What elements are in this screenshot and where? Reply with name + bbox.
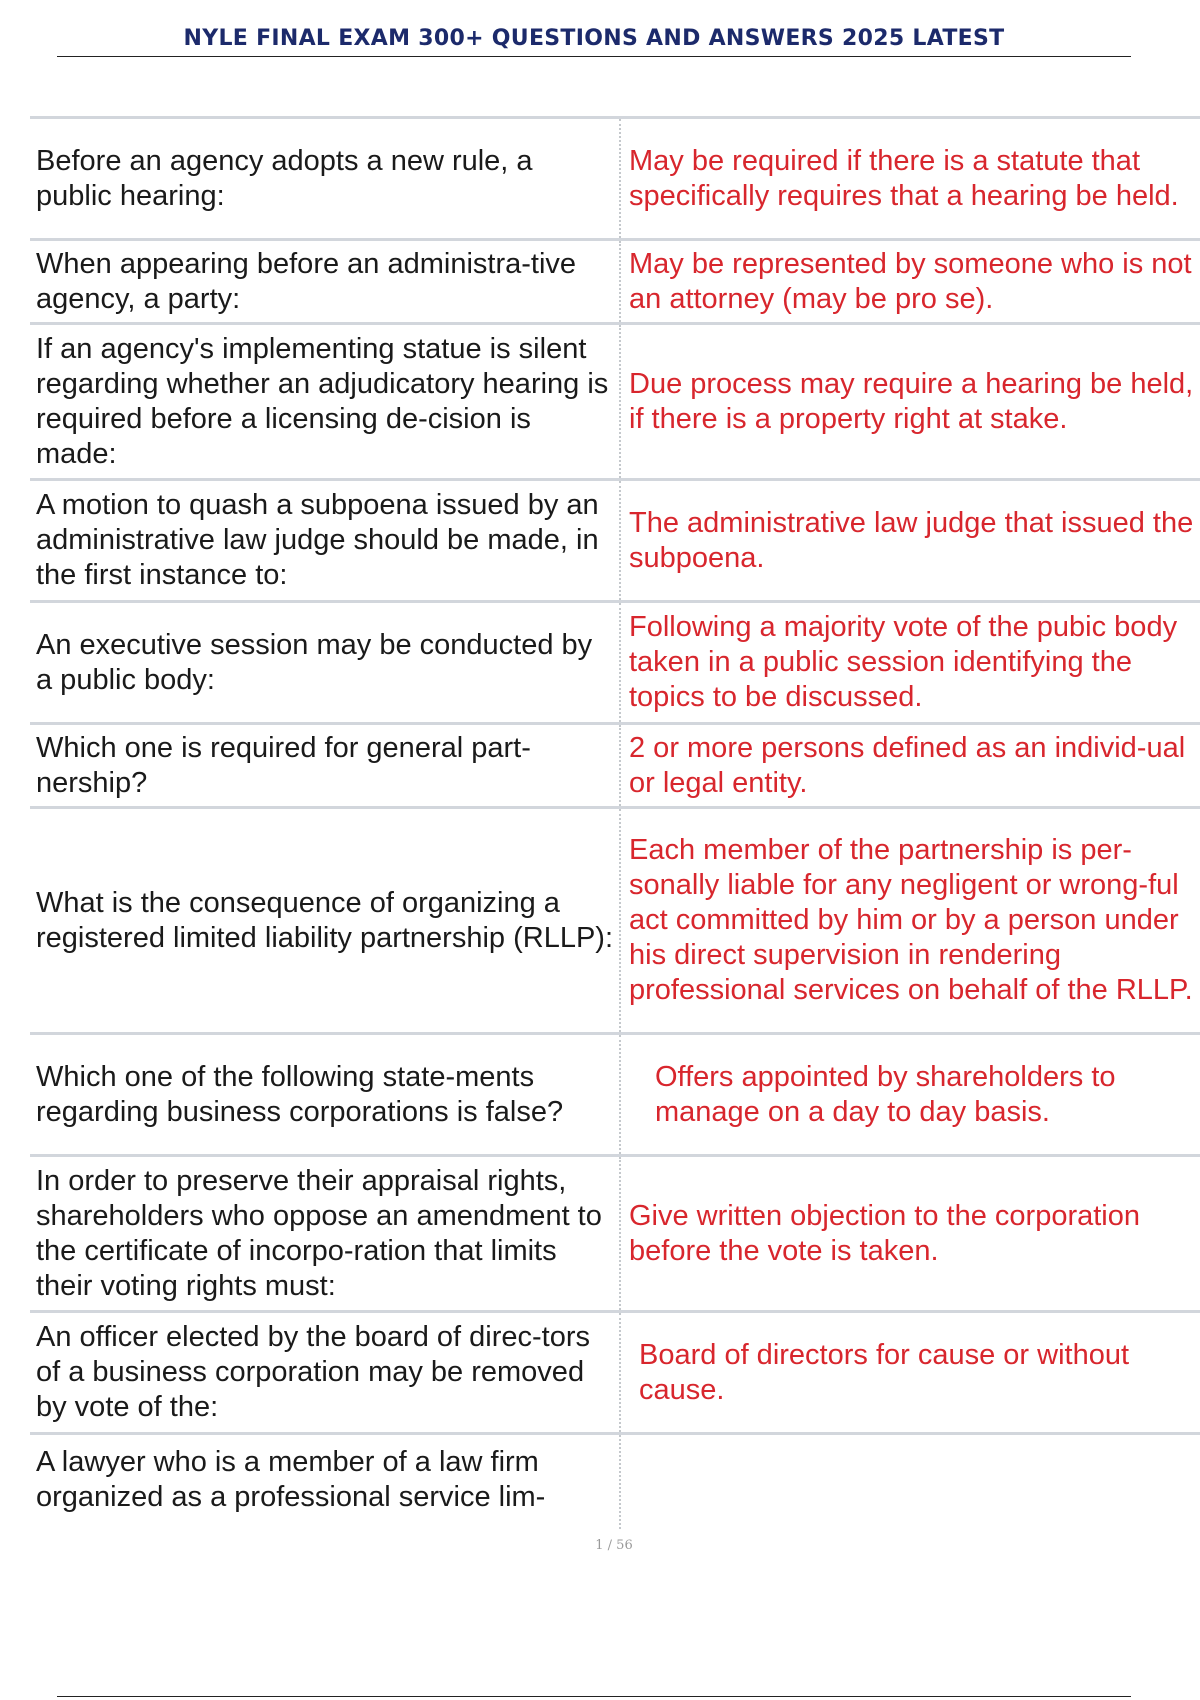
qa-row: [30, 1312, 1200, 1434]
answer-cell: Each member of the partnership is per-sonally liable for any negligent or wrong-ful act committed by him or by a person under his direct supervision in rendering professional services on behalf of the RLLP.: [620, 808, 1200, 1034]
qa-row: [30, 118, 1200, 240]
qa-row: [30, 324, 1200, 480]
question-cell: Which one is required for general part-nership?: [30, 724, 620, 808]
qa-row: [30, 602, 1200, 724]
answer-cell: May be represented by someone who is not an attorney (may be pro se).: [620, 240, 1200, 324]
qa-row: [30, 1434, 1200, 1529]
question-cell: A motion to quash a subpoena issued by an administrative law judge should be made, in the first instance to:: [30, 480, 620, 602]
question-cell: What is the consequence of organizing a registered limited liability partnership (RLLP):: [30, 808, 620, 1034]
qa-row: [30, 1156, 1200, 1312]
question-cell: Before an agency adopts a new rule, a public hearing:: [30, 118, 620, 240]
answer-cell: Board of directors for cause or without cause.: [620, 1312, 1200, 1434]
answer-cell: Offers appointed by shareholders to manage on a day to day basis.: [620, 1034, 1200, 1156]
page-title: NYLE FINAL EXAM 300+ QUESTIONS AND ANSWERS 2025 LATEST: [183, 26, 1005, 51]
answer-cell: [620, 1434, 1200, 1529]
answer-cell: 2 or more persons defined as an individ-ual or legal entity.: [620, 724, 1200, 808]
qa-row: [30, 240, 1200, 324]
header-divider: [57, 56, 1131, 57]
qa-row: [30, 1034, 1200, 1156]
answer-cell: Give written objection to the corporation before the vote is taken.: [620, 1156, 1200, 1312]
page-number: 1 / 56: [595, 1538, 633, 1553]
answer-cell: Due process may require a hearing be held, if there is a property right at stake.: [620, 324, 1200, 480]
question-cell: Which one of the following state-ments regarding business corporations is false?: [30, 1034, 620, 1156]
footer-divider: [57, 1696, 1131, 1697]
qa-row: [30, 480, 1200, 602]
qa-row: [30, 808, 1200, 1034]
question-cell: An executive session may be conducted by a public body:: [30, 602, 620, 724]
answer-cell: Following a majority vote of the pubic body taken in a public session identifying the topics to be discussed.: [620, 602, 1200, 724]
qa-table: [30, 116, 1200, 1529]
answer-cell: The administrative law judge that issued the subpoena.: [620, 480, 1200, 602]
question-cell: A lawyer who is a member of a law firm organized as a professional service lim-: [30, 1434, 620, 1529]
answer-cell: May be required if there is a statute that specifically requires that a hearing be held.: [620, 118, 1200, 240]
question-cell: When appearing before an administra-tive agency, a party:: [30, 240, 620, 324]
qa-row: [30, 724, 1200, 808]
question-cell: An officer elected by the board of direc-tors of a business corporation may be removed by vote of the:: [30, 1312, 620, 1434]
question-cell: In order to preserve their appraisal rights, shareholders who oppose an amendment to the certificate of incorpo-ration that limits their voting rights must:: [30, 1156, 620, 1312]
question-cell: If an agency's implementing statue is silent regarding whether an adjudicatory hearing is required before a licensing de-cision is made:: [30, 324, 620, 480]
